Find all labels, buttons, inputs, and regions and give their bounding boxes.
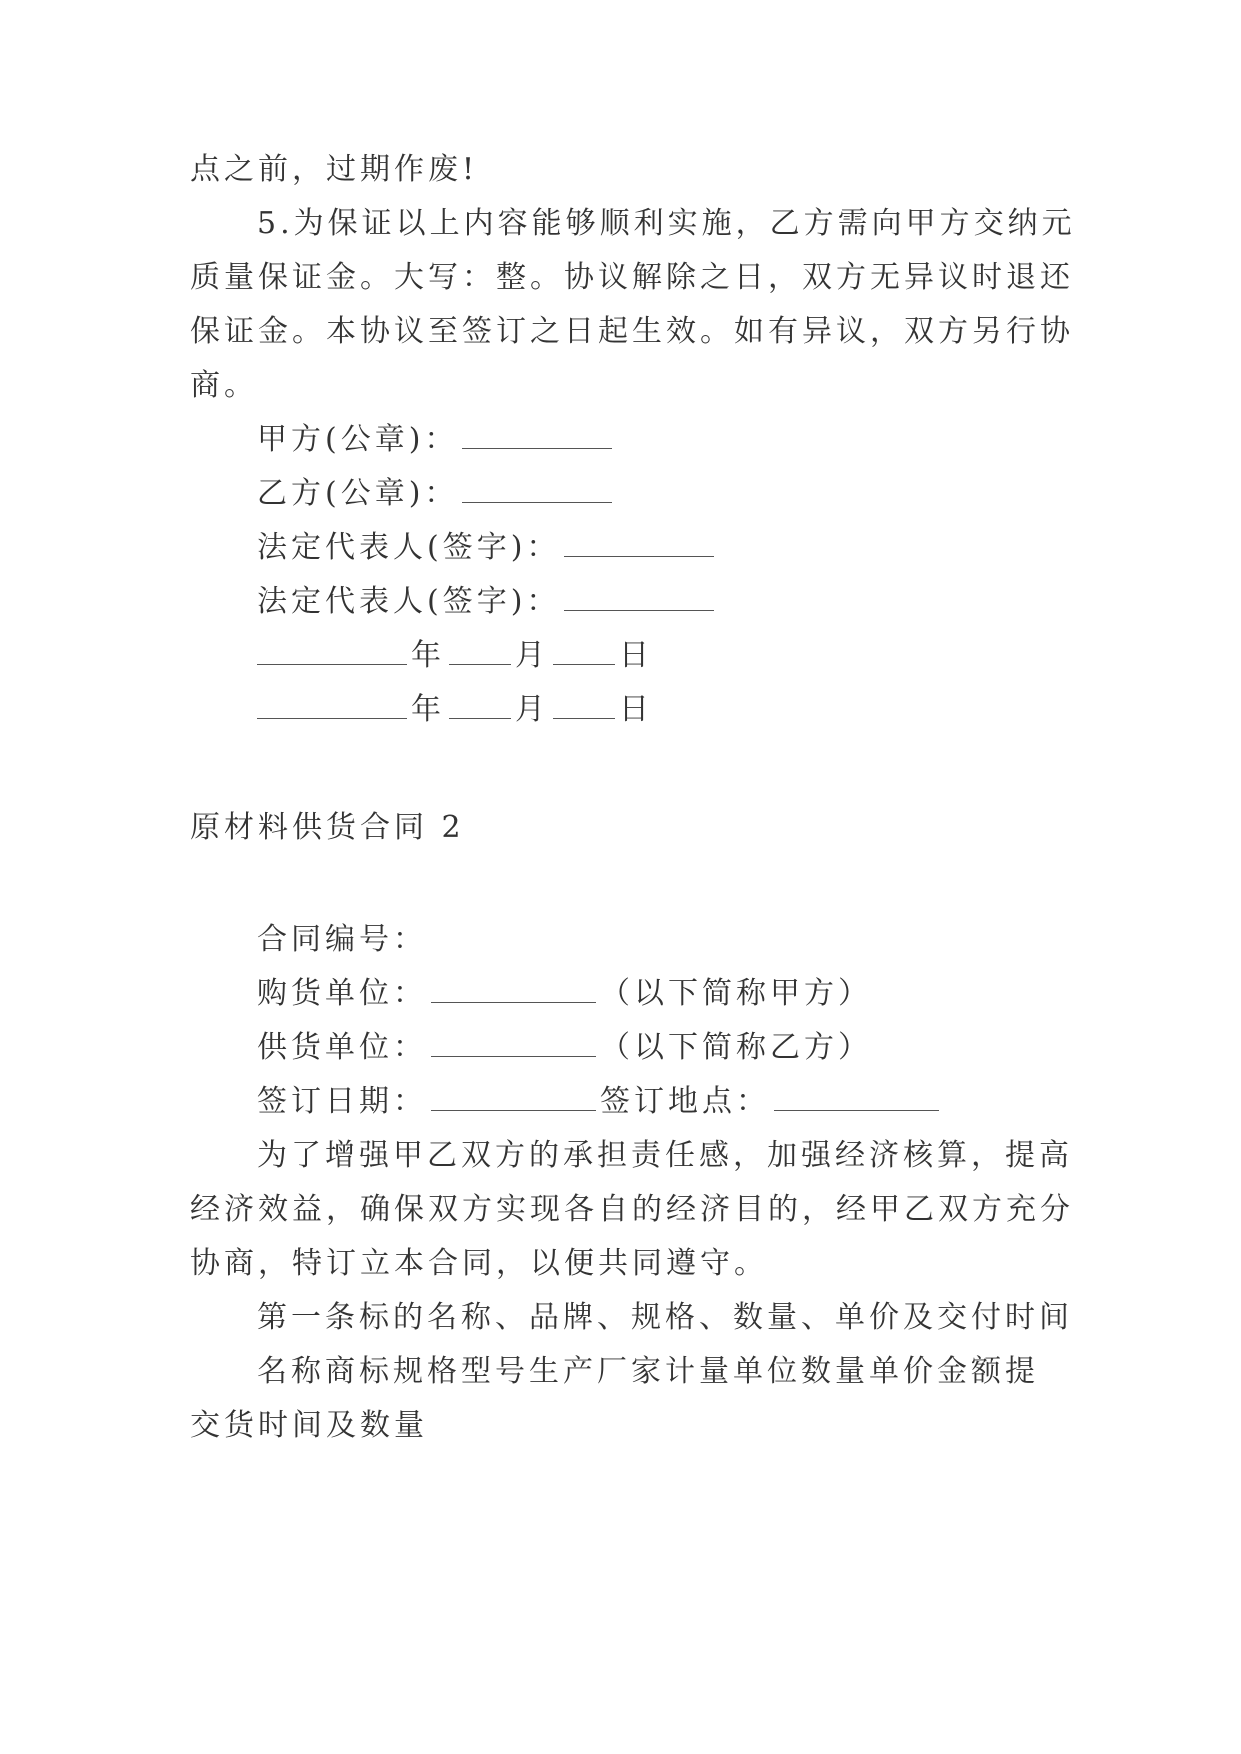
section-title: 原材料供货合同 2 [190, 810, 465, 845]
signature-rep-a [257, 528, 1127, 568]
year-label: 年 [411, 638, 445, 673]
buyer-blank [431, 976, 596, 1003]
buyer-label: 购货单位： [257, 976, 427, 1011]
clause-5-line-4: 商。 [190, 368, 258, 403]
columns-line-2: 交货时间及数量 [190, 1408, 428, 1443]
signature-blank [564, 584, 714, 611]
sign-place-label: 签订地点： [600, 1084, 770, 1119]
signature-party-b [257, 474, 1127, 514]
day-label: 日 [619, 692, 653, 727]
month-label: 月 [515, 638, 549, 673]
paragraph-end-line: 点之前，过期作废! [190, 152, 479, 187]
signature-blank [564, 530, 714, 557]
date-line-b [257, 690, 1127, 730]
day-label: 日 [619, 638, 653, 673]
month-blank [449, 638, 511, 665]
year-blank [257, 692, 407, 719]
year-blank [257, 638, 407, 665]
day-blank [553, 692, 615, 719]
signature-rep-b [257, 582, 1127, 622]
intro-line-3: 协商，特订立本合同，以便共同遵守。 [190, 1246, 768, 1281]
article-1-heading: 第一条标的名称、品牌、规格、数量、单价及交付时间 [257, 1300, 1073, 1335]
signature-blank [462, 422, 612, 449]
year-label: 年 [411, 692, 445, 727]
supplier-blank [431, 1030, 596, 1057]
contract-number: 合同编号： [257, 922, 427, 957]
sign-date-label: 签订日期： [257, 1084, 427, 1119]
clause-5-line-2: 质量保证金。大写：整。协议解除之日，双方无异议时退还 [190, 260, 1074, 295]
supplier-suffix: （以下简称乙方） [600, 1030, 872, 1065]
signature-rep-b-label: 法定代表人(签字)： [257, 584, 561, 619]
sign-date-place-line [257, 1082, 1127, 1122]
buyer-suffix: （以下简称甲方） [600, 976, 872, 1011]
supplier-label: 供货单位： [257, 1030, 427, 1065]
date-line-a [257, 636, 1127, 676]
month-label: 月 [515, 692, 549, 727]
day-blank [553, 638, 615, 665]
sign-date-blank [431, 1084, 596, 1111]
signature-party-a [257, 420, 1127, 460]
intro-line-2: 经济效益，确保双方实现各自的经济目的，经甲乙双方充分 [190, 1192, 1074, 1227]
intro-line-1: 为了增强甲乙双方的承担责任感，加强经济核算，提高 [257, 1138, 1073, 1173]
signature-blank [462, 476, 612, 503]
buyer-line [257, 974, 1127, 1014]
signature-rep-a-label: 法定代表人(签字)： [257, 530, 561, 565]
columns-line-1: 名称商标规格型号生产厂家计量单位数量单价金额提 [257, 1354, 1039, 1389]
clause-5-line-3: 保证金。本协议至签订之日起生效。如有异议，双方另行协 [190, 314, 1074, 349]
signature-party-b-label: 乙方(公章)： [257, 476, 459, 511]
signature-party-a-label: 甲方(公章)： [257, 422, 459, 457]
supplier-line [257, 1028, 1127, 1068]
sign-place-blank [774, 1084, 939, 1111]
month-blank [449, 692, 511, 719]
clause-5-line-1: 5.为保证以上内容能够顺利实施，乙方需向甲方交纳元 [257, 206, 1076, 241]
